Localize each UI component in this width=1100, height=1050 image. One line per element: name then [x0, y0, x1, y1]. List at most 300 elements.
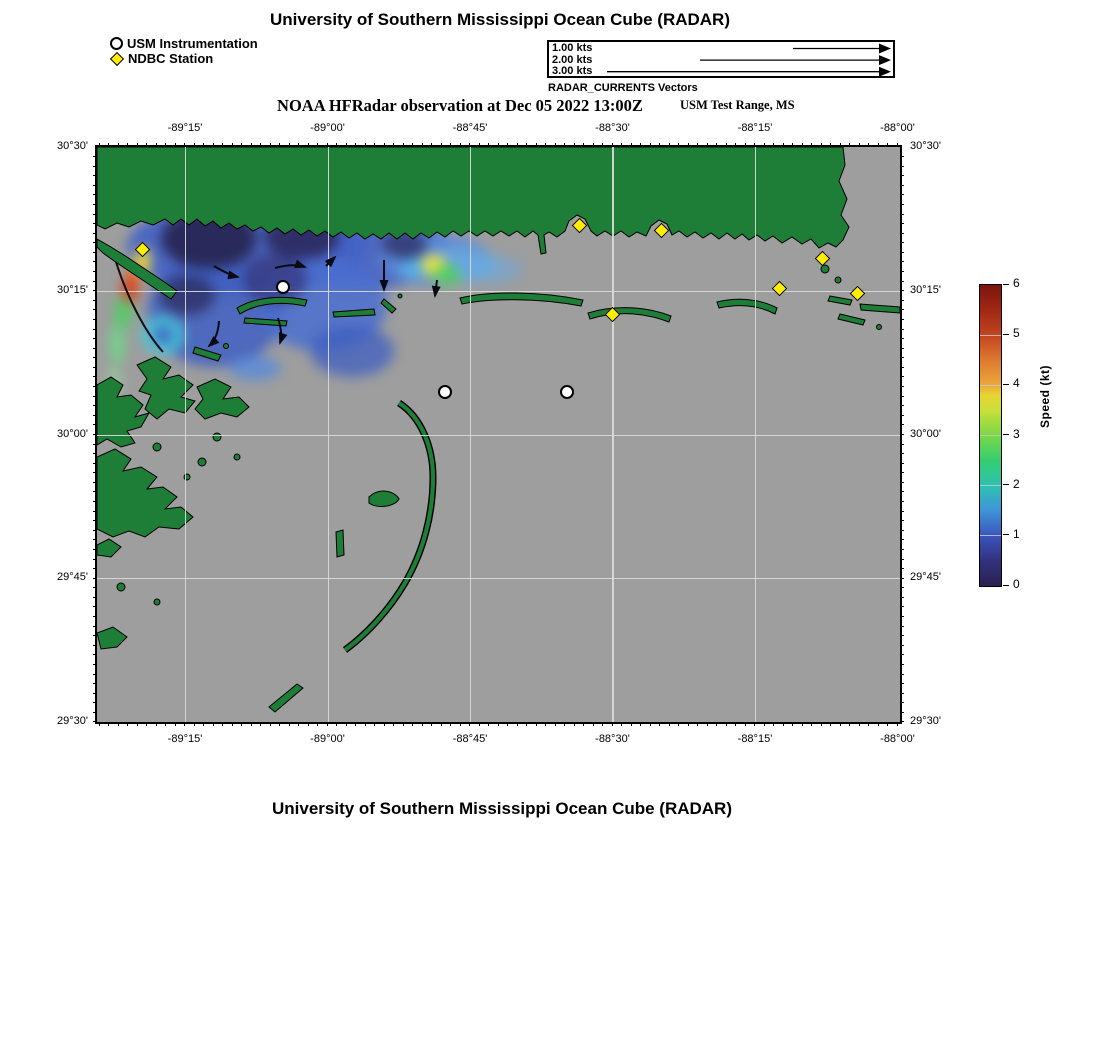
x-tick	[175, 722, 176, 726]
x-tick	[194, 143, 195, 147]
x-tick	[469, 143, 470, 147]
x-tick	[650, 722, 651, 726]
y-tick-label-left: 29°30'	[57, 715, 88, 727]
y-tick	[93, 290, 97, 291]
y-tick	[900, 453, 904, 454]
y-tick	[900, 463, 904, 464]
y-tick	[93, 223, 97, 224]
y-tick	[93, 539, 97, 540]
y-tick	[93, 702, 97, 703]
x-tick	[631, 722, 632, 726]
x-tick-label-top: -88°15'	[737, 122, 773, 134]
y-tick	[93, 712, 97, 713]
y-tick	[93, 721, 97, 722]
colorbar-tick	[1003, 534, 1009, 535]
y-tick	[900, 194, 904, 195]
x-tick	[726, 722, 727, 726]
x-tick	[517, 143, 518, 147]
colorbar-tick-label: 4	[1013, 376, 1020, 391]
y-tick	[900, 693, 904, 694]
x-tick	[564, 722, 565, 726]
y-tick	[93, 185, 97, 186]
x-tick	[289, 722, 290, 726]
colorbar-gridline	[980, 485, 1001, 486]
x-tick	[840, 143, 841, 147]
x-tick	[659, 143, 660, 147]
y-tick-label-right: 30°00'	[910, 427, 941, 440]
y-tick	[900, 415, 904, 416]
x-tick	[441, 722, 442, 726]
y-tick	[900, 549, 904, 550]
x-tick-label-top: -88°30'	[595, 122, 630, 134]
x-tick	[260, 722, 261, 726]
y-tick	[900, 290, 904, 291]
x-tick	[289, 143, 290, 147]
x-tick	[260, 143, 261, 147]
x-tick	[887, 143, 888, 147]
colorbar-gridline	[980, 335, 1001, 336]
x-tick	[298, 722, 299, 726]
x-tick	[792, 722, 793, 726]
colorbar-tick-label: 0	[1013, 577, 1020, 591]
x-tick	[355, 143, 356, 147]
colorbar-gridline	[980, 435, 1001, 436]
x-tick	[251, 722, 252, 726]
y-tick	[900, 491, 904, 492]
y-tick	[93, 329, 97, 330]
y-tick	[900, 329, 904, 330]
x-tick	[849, 143, 850, 147]
y-tick	[93, 214, 97, 215]
y-tick	[900, 606, 904, 607]
x-tick	[821, 722, 822, 726]
y-tick	[900, 578, 904, 579]
y-tick	[93, 194, 97, 195]
x-tick	[479, 722, 480, 726]
y-tick	[93, 635, 97, 636]
x-tick	[811, 143, 812, 147]
y-tick	[93, 424, 97, 425]
y-tick	[93, 444, 97, 445]
x-tick	[811, 722, 812, 726]
y-tick	[93, 530, 97, 531]
x-tick	[203, 143, 204, 147]
y-tick	[93, 606, 97, 607]
x-tick	[555, 143, 556, 147]
y-tick	[93, 367, 97, 368]
x-tick	[640, 143, 641, 147]
colorbar-tick-label: 2	[1013, 476, 1020, 491]
y-tick	[93, 472, 97, 473]
y-tick	[93, 578, 97, 579]
x-tick	[441, 143, 442, 147]
x-tick	[175, 143, 176, 147]
x-tick	[583, 143, 584, 147]
x-tick	[460, 143, 461, 147]
y-tick	[900, 559, 904, 560]
x-tick-label-top: -88°00'	[880, 122, 915, 134]
y-tick	[900, 587, 904, 588]
x-tick	[422, 143, 423, 147]
x-tick	[222, 143, 223, 147]
x-tick	[479, 143, 480, 147]
usm-circle-icon	[110, 37, 123, 50]
y-tick	[900, 300, 904, 301]
x-tick	[650, 143, 651, 147]
x-tick	[327, 143, 328, 147]
x-tick	[365, 143, 366, 147]
x-tick	[213, 143, 214, 147]
y-tick-label-left: 29°45'	[57, 571, 88, 584]
x-tick	[669, 722, 670, 726]
x-tick	[507, 143, 508, 147]
y-tick	[93, 645, 97, 646]
x-tick	[783, 143, 784, 147]
x-tick	[308, 722, 309, 726]
x-tick	[279, 722, 280, 726]
x-tick	[859, 722, 860, 726]
y-tick	[900, 616, 904, 617]
y-tick	[900, 702, 904, 703]
y-tick	[93, 281, 97, 282]
y-tick	[900, 511, 904, 512]
x-tick	[317, 143, 318, 147]
map-legend	[110, 36, 258, 66]
x-tick	[612, 143, 613, 147]
x-tick	[213, 722, 214, 726]
y-tick	[93, 520, 97, 521]
y-tick	[900, 166, 904, 167]
x-tick	[669, 143, 670, 147]
x-tick	[365, 722, 366, 726]
y-tick	[900, 434, 904, 435]
x-tick	[403, 143, 404, 147]
x-tick	[612, 722, 613, 726]
x-tick	[697, 722, 698, 726]
x-tick	[593, 143, 594, 147]
x-tick	[498, 722, 499, 726]
y-tick	[93, 319, 97, 320]
x-tick	[726, 143, 727, 147]
y-tick	[900, 357, 904, 358]
x-tick	[707, 722, 708, 726]
x-tick	[716, 143, 717, 147]
y-tick	[93, 300, 97, 301]
y-tick	[900, 645, 904, 646]
y-tick	[900, 338, 904, 339]
x-tick	[802, 722, 803, 726]
x-tick	[251, 143, 252, 147]
y-tick	[900, 309, 904, 310]
y-tick	[93, 693, 97, 694]
colorbar-tick	[1003, 484, 1009, 485]
x-tick	[431, 143, 432, 147]
y-tick	[900, 664, 904, 665]
x-tick-label-bottom: -88°15'	[737, 733, 773, 745]
x-tick-label-bottom: -89°00'	[310, 733, 345, 745]
x-tick	[488, 722, 489, 726]
x-tick	[336, 722, 337, 726]
y-tick	[900, 654, 904, 655]
x-tick	[564, 143, 565, 147]
x-tick	[640, 722, 641, 726]
y-tick	[900, 626, 904, 627]
x-tick	[203, 722, 204, 726]
y-tick	[93, 597, 97, 598]
x-tick	[574, 722, 575, 726]
colorbar-tick	[1003, 384, 1009, 385]
page-title: University of Southern Mississippi Ocean Cube (RADAR)	[269, 10, 730, 29]
y-tick	[93, 233, 97, 234]
y-tick	[93, 616, 97, 617]
y-tick	[900, 520, 904, 521]
x-tick	[393, 722, 394, 726]
y-tick	[900, 281, 904, 282]
y-tick	[93, 338, 97, 339]
x-tick	[403, 722, 404, 726]
y-tick-label-right: 30°15'	[910, 283, 941, 296]
x-tick	[279, 143, 280, 147]
x-tick	[897, 722, 898, 726]
legend-row-usm	[110, 36, 258, 51]
x-tick	[374, 722, 375, 726]
x-tick	[108, 722, 109, 726]
y-tick	[900, 261, 904, 262]
y-tick	[900, 156, 904, 157]
y-tick	[900, 175, 904, 176]
x-tick	[336, 143, 337, 147]
y-tick	[900, 386, 904, 387]
map-plot-area	[57, 122, 941, 745]
y-tick	[900, 348, 904, 349]
vector-scale-1kt: 1.00 kts	[552, 42, 593, 54]
legend-ndbc-label: NDBC Station	[128, 51, 214, 66]
x-tick-label-top: -89°15'	[167, 122, 203, 134]
x-tick	[878, 143, 879, 147]
y-tick	[900, 444, 904, 445]
colorbar-gridline	[980, 535, 1001, 536]
y-tick	[93, 463, 97, 464]
y-tick	[900, 204, 904, 205]
y-tick	[900, 424, 904, 425]
legend-usm-label: USM Instrumentation	[127, 36, 258, 51]
x-tick	[393, 143, 394, 147]
y-tick	[93, 376, 97, 377]
x-tick	[165, 722, 166, 726]
y-tick	[93, 204, 97, 205]
x-tick	[659, 722, 660, 726]
x-tick	[840, 722, 841, 726]
colorbar-tick	[1003, 585, 1009, 586]
y-tick	[93, 242, 97, 243]
x-tick	[536, 143, 537, 147]
x-tick	[118, 143, 119, 147]
y-tick	[93, 559, 97, 560]
axis-ticks	[57, 122, 941, 745]
x-tick	[678, 722, 679, 726]
y-tick	[93, 252, 97, 253]
y-tick	[93, 568, 97, 569]
y-tick	[93, 348, 97, 349]
y-tick	[93, 396, 97, 397]
x-tick	[545, 143, 546, 147]
x-tick	[792, 143, 793, 147]
y-tick	[900, 319, 904, 320]
legend-row-ndbc	[110, 51, 258, 66]
y-tick	[900, 597, 904, 598]
x-tick	[735, 143, 736, 147]
y-tick	[900, 242, 904, 243]
y-tick	[93, 271, 97, 272]
x-tick	[688, 722, 689, 726]
x-tick	[137, 722, 138, 726]
x-tick	[184, 143, 185, 147]
x-tick	[745, 722, 746, 726]
x-tick	[859, 143, 860, 147]
y-tick	[900, 214, 904, 215]
x-tick	[469, 722, 470, 726]
y-tick	[93, 501, 97, 502]
x-tick-label-bottom: -88°30'	[595, 733, 630, 745]
x-tick	[498, 143, 499, 147]
x-tick	[621, 143, 622, 147]
y-tick	[93, 156, 97, 157]
x-tick	[688, 143, 689, 147]
y-tick	[93, 482, 97, 483]
y-tick-label-right: 30°30'	[910, 140, 941, 152]
x-tick	[422, 722, 423, 726]
x-tick-label-top: -89°00'	[310, 122, 345, 134]
y-tick	[900, 712, 904, 713]
y-tick	[93, 511, 97, 512]
x-tick	[308, 143, 309, 147]
x-tick	[716, 722, 717, 726]
y-tick	[93, 386, 97, 387]
key-arrowhead	[879, 67, 891, 76]
x-tick	[355, 722, 356, 726]
x-tick	[802, 143, 803, 147]
x-tick	[431, 722, 432, 726]
x-tick	[99, 143, 100, 147]
y-tick	[900, 367, 904, 368]
x-tick	[707, 143, 708, 147]
vector-key-caption: RADAR_CURRENTS Vectors	[548, 82, 698, 94]
y-tick	[93, 654, 97, 655]
x-tick	[327, 722, 328, 726]
vector-scale-3kt: 3.00 kts	[552, 65, 593, 78]
vector-scale-2kt: 2.00 kts	[552, 53, 593, 66]
x-tick	[526, 722, 527, 726]
x-tick	[137, 143, 138, 147]
x-tick-label-bottom: -88°45'	[452, 733, 488, 745]
y-tick	[900, 635, 904, 636]
y-tick	[900, 568, 904, 569]
x-tick	[745, 143, 746, 147]
x-tick	[241, 143, 242, 147]
y-tick	[900, 185, 904, 186]
y-tick-label-right: 29°30'	[910, 715, 941, 727]
colorbar-tick	[1003, 284, 1009, 285]
x-tick	[773, 143, 774, 147]
x-tick	[412, 722, 413, 726]
x-tick	[878, 722, 879, 726]
y-tick	[900, 233, 904, 234]
y-tick	[93, 453, 97, 454]
y-tick	[93, 415, 97, 416]
y-tick	[900, 530, 904, 531]
x-tick	[346, 722, 347, 726]
x-tick-label-bottom: -89°15'	[167, 733, 203, 745]
x-tick	[156, 722, 157, 726]
x-tick	[222, 722, 223, 726]
x-tick-label-bottom: -88°00'	[880, 733, 915, 745]
y-tick	[93, 626, 97, 627]
x-tick	[754, 722, 755, 726]
x-tick	[270, 143, 271, 147]
x-tick	[783, 722, 784, 726]
x-tick	[108, 143, 109, 147]
x-tick	[830, 722, 831, 726]
x-tick	[450, 143, 451, 147]
x-tick	[384, 722, 385, 726]
x-tick	[821, 143, 822, 147]
colorbar-tick	[1003, 434, 1009, 435]
x-tick	[184, 722, 185, 726]
x-tick	[127, 722, 128, 726]
x-tick	[735, 722, 736, 726]
x-tick	[602, 722, 603, 726]
x-tick	[773, 722, 774, 726]
colorbar-gridline	[980, 385, 1001, 386]
x-tick	[507, 722, 508, 726]
y-tick	[93, 549, 97, 550]
ndbc-diamond-icon	[110, 51, 124, 65]
colorbar-tick-label: 5	[1013, 326, 1020, 341]
vector-scale-arrows	[549, 42, 893, 76]
y-tick	[93, 587, 97, 588]
x-tick	[384, 143, 385, 147]
x-tick	[346, 143, 347, 147]
y-tick	[900, 482, 904, 483]
x-tick	[830, 143, 831, 147]
y-tick	[900, 539, 904, 540]
x-tick	[574, 143, 575, 147]
colorbar-tick-label: 1	[1013, 526, 1020, 541]
x-tick	[156, 143, 157, 147]
x-tick	[165, 143, 166, 147]
key-arrowhead	[879, 44, 891, 54]
colorbar	[979, 284, 1002, 587]
y-tick	[93, 175, 97, 176]
y-tick	[93, 405, 97, 406]
footer-title: University of Southern Mississippi Ocean Cube (RADAR)	[271, 799, 732, 818]
y-tick	[900, 396, 904, 397]
x-tick	[298, 143, 299, 147]
x-tick	[621, 722, 622, 726]
x-tick	[697, 143, 698, 147]
y-tick	[93, 674, 97, 675]
colorbar-tick-label: 6	[1013, 276, 1020, 290]
x-tick	[526, 143, 527, 147]
y-tick-label-left: 30°00'	[57, 427, 88, 440]
x-tick	[232, 143, 233, 147]
y-tick	[900, 252, 904, 253]
y-tick	[93, 357, 97, 358]
x-tick	[555, 722, 556, 726]
y-tick	[900, 674, 904, 675]
x-tick	[317, 722, 318, 726]
x-tick	[460, 722, 461, 726]
